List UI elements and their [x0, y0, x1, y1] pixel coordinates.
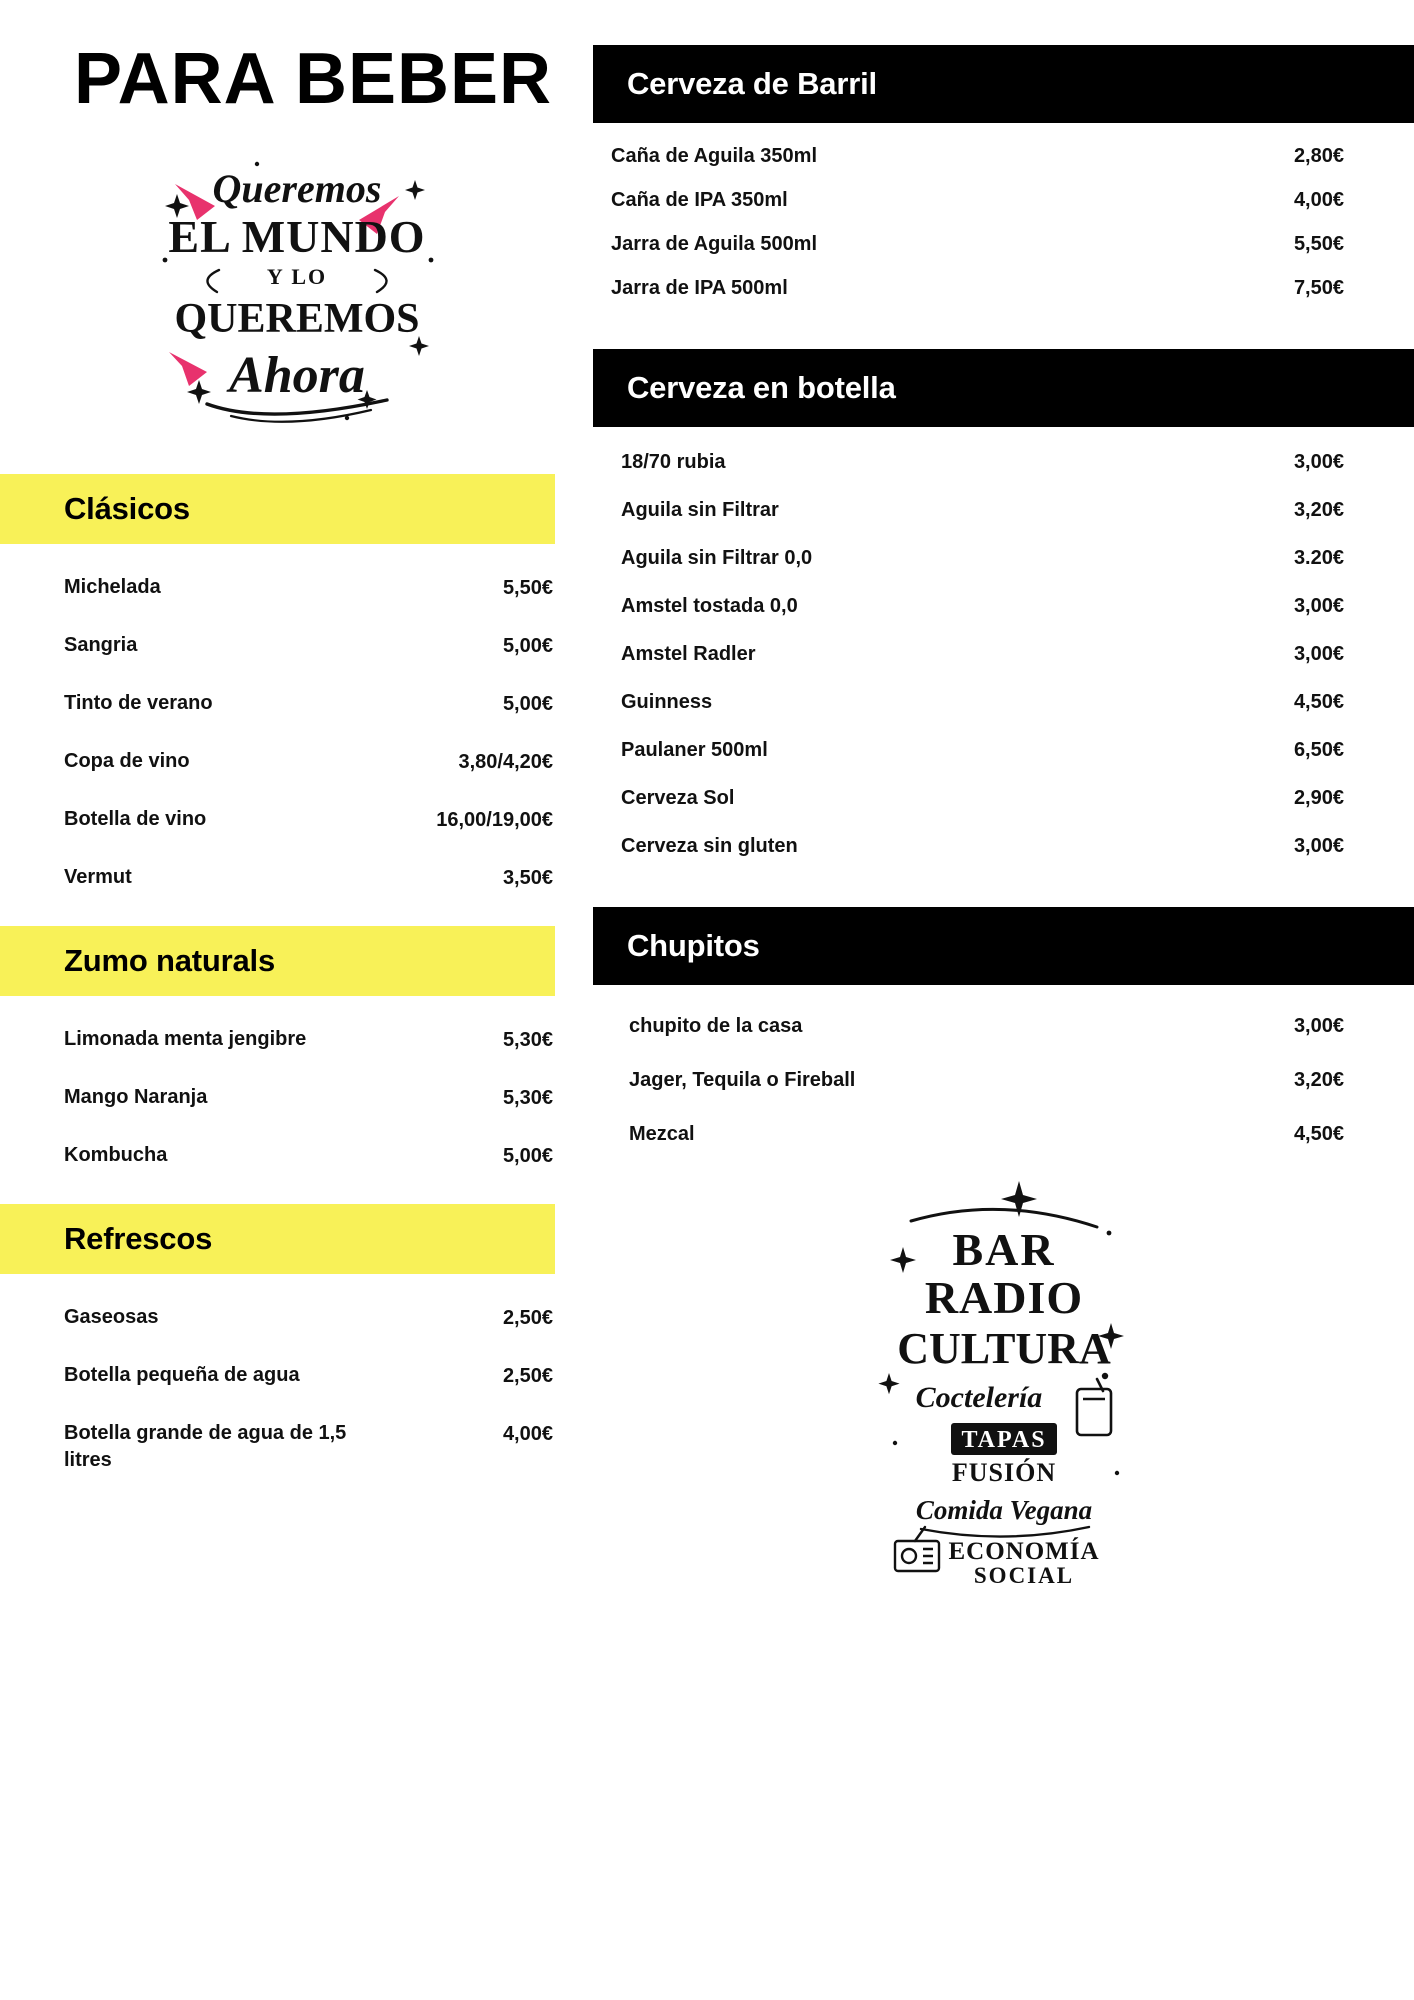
page-title: PARA BEBER: [74, 39, 553, 119]
item-price: 4,00€: [1293, 189, 1344, 211]
section-items-cerveza-de-barril: [593, 143, 1414, 301]
svg-text:SOCIAL: SOCIAL: [973, 1563, 1074, 1588]
menu-item-row: [0, 748, 593, 776]
svg-text:QUEREMOS: QUEREMOS: [173, 295, 420, 342]
section-banner-chupitos: [593, 907, 1414, 985]
right-column: [593, 0, 1414, 2000]
svg-text:ECONOMÍA: ECONOMÍA: [947, 1538, 1100, 1565]
item-price: 2,50€: [502, 1364, 553, 1387]
spacer: [593, 301, 1414, 349]
svg-text:Comida Vegana: Comida Vegana: [915, 1495, 1092, 1525]
item-name: Jarra de Aguila 500ml: [611, 233, 818, 255]
item-price: 3.20€: [1293, 547, 1344, 569]
menu-item-row: [593, 833, 1414, 859]
menu-item-row: [593, 143, 1414, 169]
spacer: [0, 892, 593, 926]
menu-item-row: [0, 806, 593, 834]
menu-item-row: [0, 1084, 593, 1112]
svg-text:RADIO: RADIO: [924, 1272, 1083, 1323]
item-name: Gaseosas: [64, 1305, 159, 1328]
item-name: Cerveza Sol: [621, 787, 735, 809]
item-price: 5,00€: [502, 1144, 553, 1167]
item-price: 2,50€: [502, 1306, 553, 1329]
menu-item-row: [593, 737, 1414, 763]
item-name: Kombucha: [64, 1143, 168, 1166]
item-price: 4,50€: [1293, 691, 1344, 713]
item-price: 3,50€: [502, 866, 553, 889]
item-name: chupito de la casa: [629, 1015, 803, 1037]
item-name: 18/70 rubia: [621, 451, 726, 473]
section-banner-cerveza-de-barril: [593, 45, 1414, 123]
section-items-chupitos: [593, 1013, 1414, 1147]
item-price: 5,50€: [502, 576, 553, 599]
section-banner-cerveza-en-botella: [593, 349, 1414, 427]
bar-radio-cultura-logo-art: [859, 1173, 1149, 1593]
menu-item-row: [593, 449, 1414, 475]
section-banner-zumo-naturals: [0, 926, 555, 996]
item-price: 2,80€: [1293, 145, 1344, 167]
menu-item-row: [0, 864, 593, 892]
section-heading: Cerveza en botella: [627, 370, 896, 405]
section-items-zumo-naturals: [0, 1026, 593, 1170]
item-name: Caña de IPA 350ml: [611, 189, 788, 211]
section-banner-refrescos: [0, 1204, 555, 1274]
item-price: 7,50€: [1293, 277, 1344, 299]
menu-item-row: [0, 690, 593, 718]
menu-item-row: [0, 1362, 593, 1390]
svg-text:Coctelería: Coctelería: [915, 1381, 1042, 1414]
item-name: Botella de vino: [64, 807, 207, 830]
item-name: Cerveza sin gluten: [621, 835, 798, 857]
item-name: Mango Naranja: [64, 1085, 208, 1108]
section-items-refrescos: [0, 1304, 593, 1474]
menu-item-row: [593, 275, 1414, 301]
item-price: 3,00€: [1293, 835, 1344, 857]
item-name: Limonada menta jengibre: [64, 1027, 307, 1050]
item-name: Aguila sin Filtrar 0,0: [621, 547, 813, 569]
menu-item-row: [593, 231, 1414, 257]
item-price: 3,20€: [1293, 1069, 1344, 1091]
svg-text:CULTURA: CULTURA: [896, 1324, 1111, 1373]
item-name: Amstel Radler: [621, 643, 756, 665]
section-heading: Zumo naturals: [64, 942, 275, 978]
menu-item-row: [0, 1142, 593, 1170]
menu-item-row: [593, 545, 1414, 571]
section-items-cerveza-en-botella: [593, 449, 1414, 859]
item-name: Guinness: [621, 691, 713, 713]
item-name: Sangria: [64, 633, 138, 656]
menu-item-row: [0, 1026, 593, 1054]
menu-item-row: [593, 1121, 1414, 1147]
svg-text:FUSIÓN: FUSIÓN: [951, 1458, 1056, 1487]
section-items-clasicos: [0, 574, 593, 892]
left-column: [0, 0, 593, 2000]
item-name: Vermut: [64, 865, 132, 888]
section-heading: Cerveza de Barril: [627, 66, 877, 101]
item-price: 3,00€: [1293, 1015, 1344, 1037]
svg-text:EL MUNDO: EL MUNDO: [167, 210, 426, 262]
item-price: 5,50€: [1293, 233, 1344, 255]
menu-item-row: [593, 497, 1414, 523]
section-heading: Clásicos: [64, 490, 190, 526]
svg-text:BAR: BAR: [951, 1224, 1056, 1275]
item-name: Jarra de IPA 500ml: [611, 277, 788, 299]
item-name: Paulaner 500ml: [621, 739, 768, 761]
spacer: [0, 440, 593, 474]
item-price: 3,00€: [1293, 595, 1344, 617]
svg-text:Ahora: Ahora: [228, 346, 365, 404]
section-heading: Refrescos: [64, 1220, 213, 1256]
item-name: Amstel tostada 0,0: [621, 595, 798, 617]
item-price: 5,00€: [502, 692, 553, 715]
item-price: 3,00€: [1293, 451, 1344, 473]
menu-item-row: [593, 641, 1414, 667]
menu-item-row: [593, 689, 1414, 715]
section-heading: Chupitos: [627, 928, 760, 963]
spacer: [593, 859, 1414, 907]
menu-item-row: [593, 1013, 1414, 1039]
item-price: 3,00€: [1293, 643, 1344, 665]
item-name: Copa de vino: [64, 749, 190, 772]
menu-item-row: [593, 187, 1414, 213]
spacer: [0, 1170, 593, 1204]
menu-item-row: [0, 1304, 593, 1332]
menu-item-row: [0, 1420, 593, 1474]
spacer: [593, 0, 1414, 45]
item-name: Mezcal: [629, 1123, 695, 1145]
item-name: Botella pequeña de agua: [64, 1363, 300, 1386]
item-name: Aguila sin Filtrar: [621, 499, 779, 521]
item-price: 4,50€: [1293, 1123, 1344, 1145]
item-price: 3,80/4,20€: [458, 750, 553, 773]
menu-item-row: [593, 1067, 1414, 1093]
svg-text:Queremos: Queremos: [212, 165, 381, 211]
menu-item-row: [593, 785, 1414, 811]
svg-text:Y LO: Y LO: [266, 263, 327, 289]
item-price: 3,20€: [1293, 499, 1344, 521]
item-price: 5,30€: [502, 1086, 553, 1109]
item-price: 5,00€: [502, 634, 553, 657]
menu-item-row: [0, 574, 593, 602]
queremos-el-mundo-lettering-art: [147, 140, 447, 440]
menu-item-row: [0, 632, 593, 660]
item-name: Botella grande de agua de 1,5 litres: [64, 1421, 347, 1471]
item-price: 2,90€: [1293, 787, 1344, 809]
item-name: Michelada: [64, 575, 161, 598]
svg-text:TAPAS: TAPAS: [960, 1427, 1047, 1453]
item-name: Jager, Tequila o Fireball: [629, 1069, 856, 1091]
section-banner-clasicos: [0, 474, 555, 544]
item-price: 4,00€: [502, 1422, 553, 1445]
item-price: 5,30€: [502, 1028, 553, 1051]
menu-item-row: [593, 593, 1414, 619]
item-name: Caña de Aguila 350ml: [611, 145, 817, 167]
item-price: 6,50€: [1293, 739, 1344, 761]
item-name: Tinto de verano: [64, 691, 213, 714]
item-price: 16,00/19,00€: [436, 808, 553, 831]
